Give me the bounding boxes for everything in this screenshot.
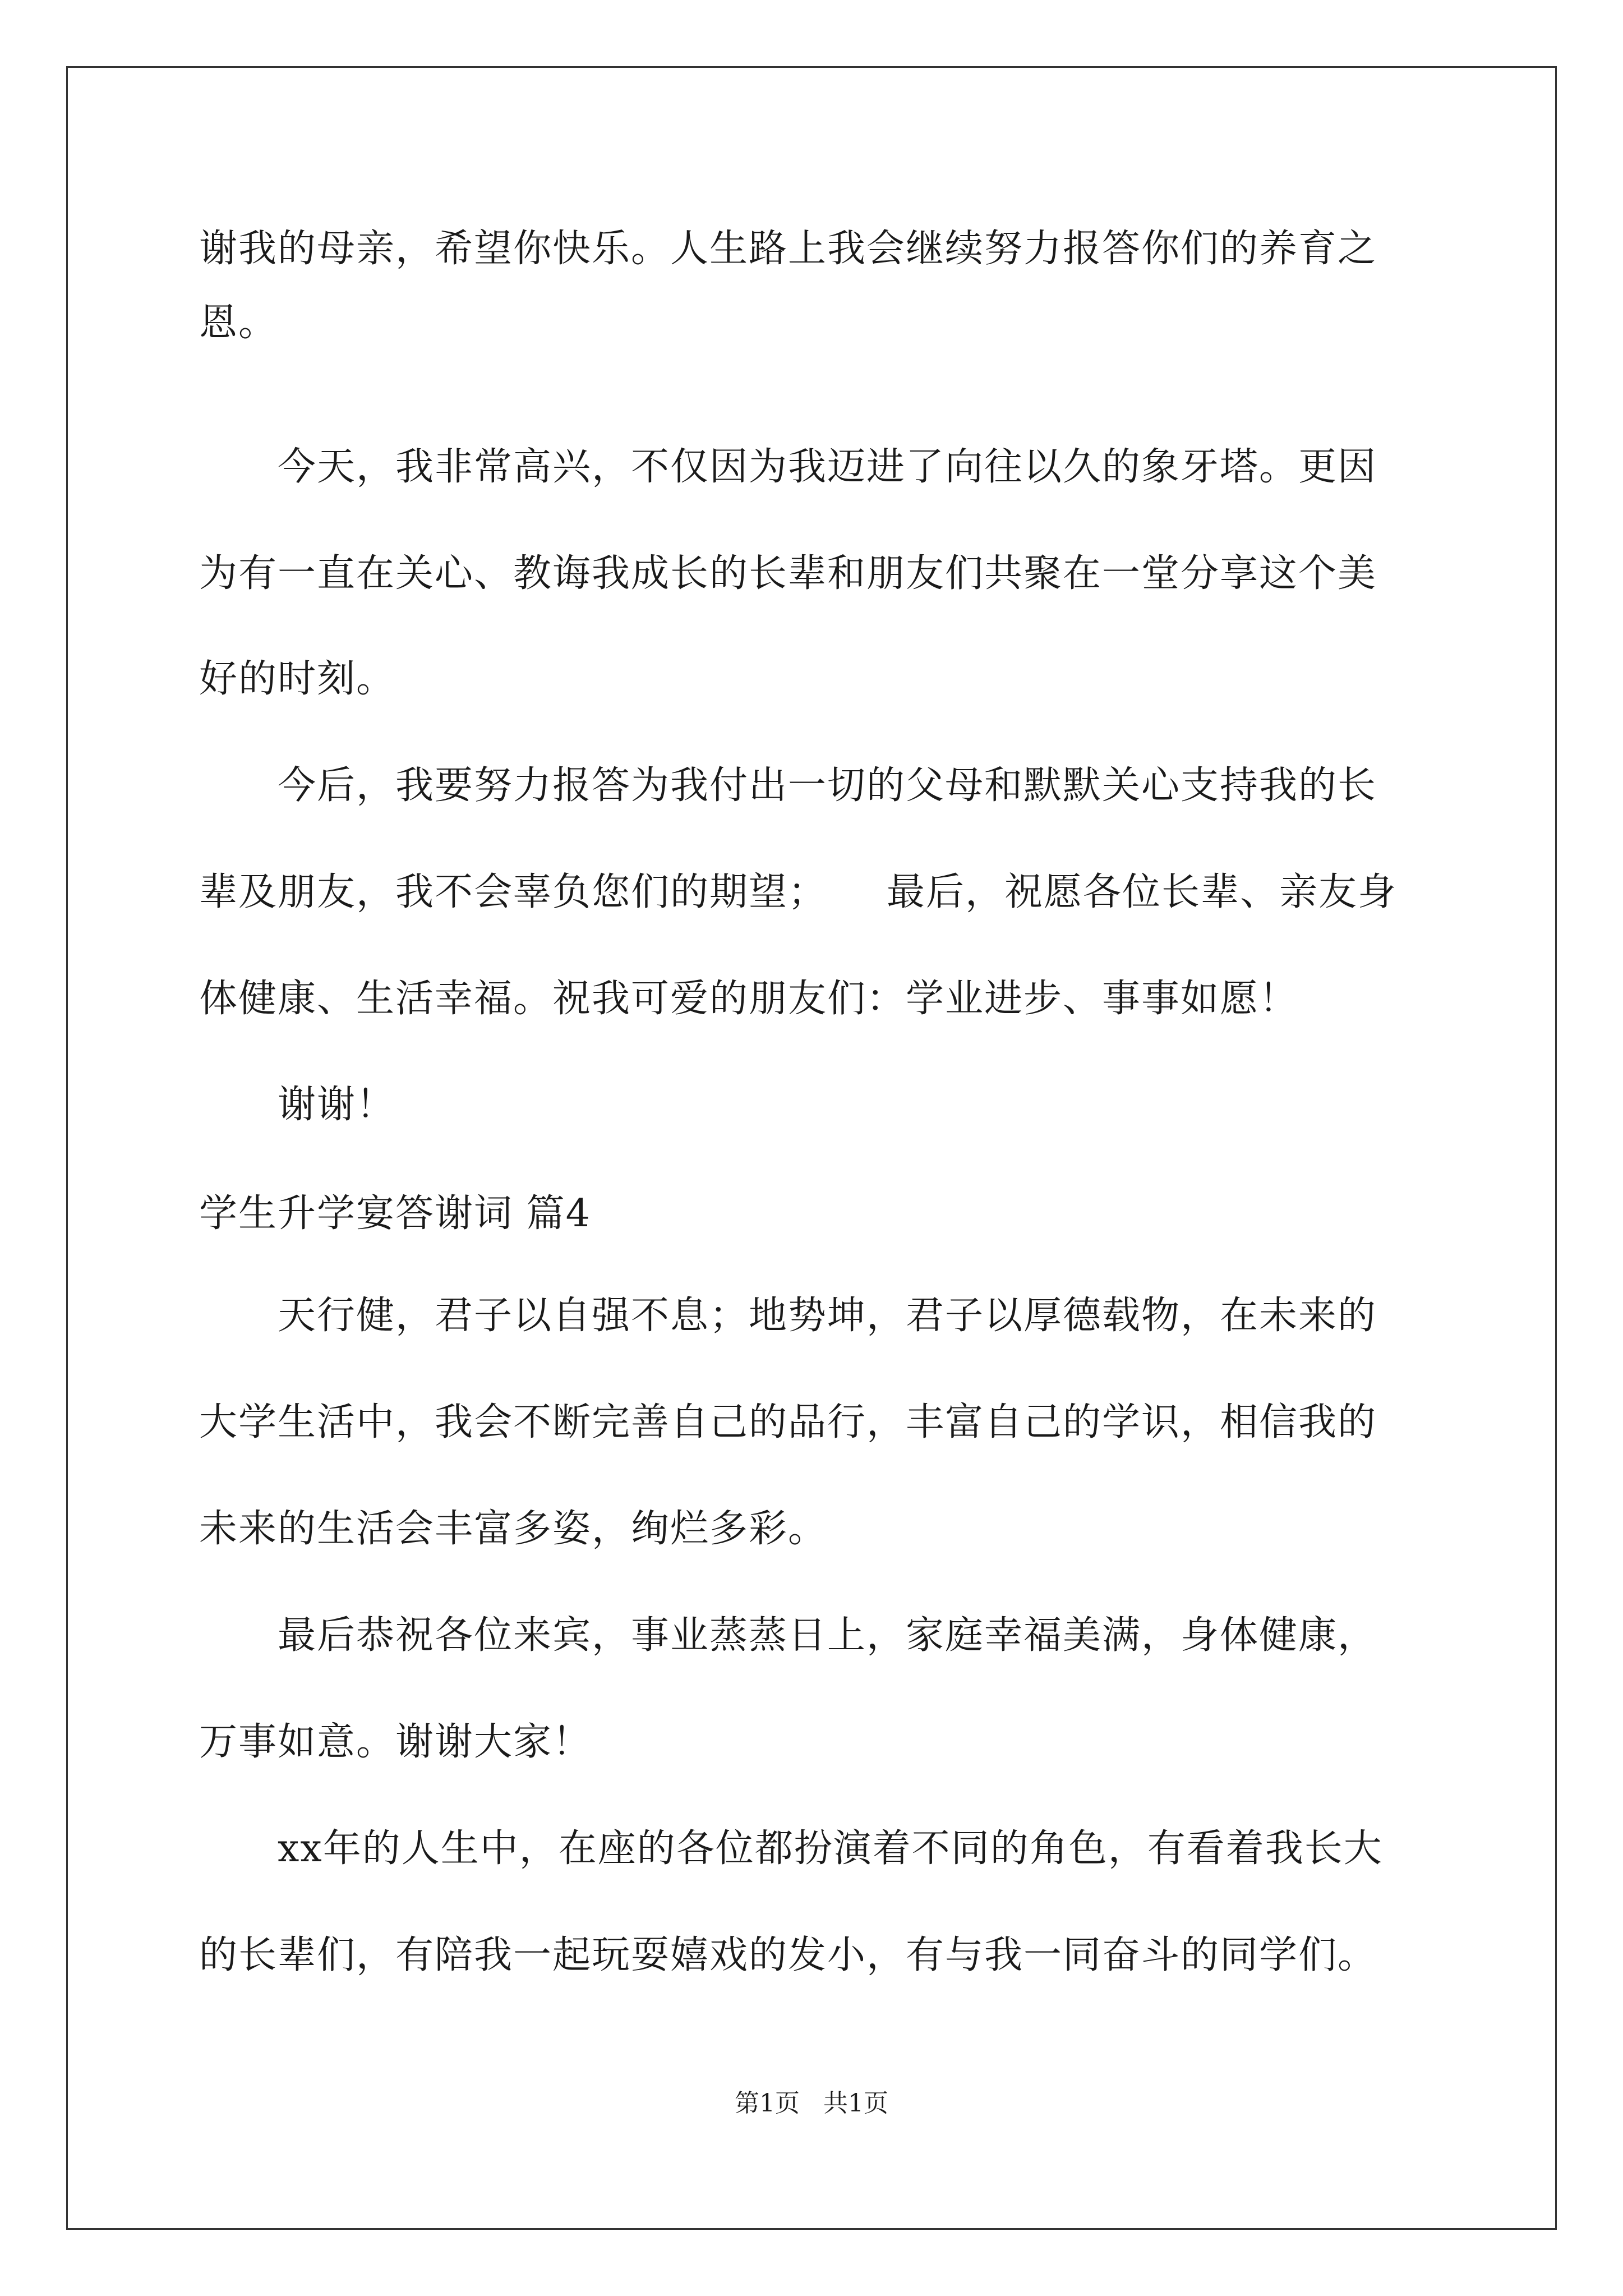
text-line: 的长辈们，有陪我一起玩耍嬉戏的发小，有与我一同奋斗的同学们。 xyxy=(199,1933,1377,1977)
page-border xyxy=(66,66,1557,2230)
text-line: 体健康、生活幸福。祝我可爱的朋友们：学业进步、事事如愿！ xyxy=(199,977,1299,1021)
text-line: 今后，我要努力报答为我付出一切的父母和默默关心支持我的长 xyxy=(199,763,1377,808)
text-line: 辈及朋友，我不会辜负您们的期望； 最后，祝愿各位长辈、亲友身 xyxy=(199,870,1398,914)
page-total: 共1页 xyxy=(823,2089,888,2118)
text-line: 未来的生活会丰富多姿，绚烂多彩。 xyxy=(199,1507,828,1551)
text-line: 好的时刻。 xyxy=(199,657,396,701)
text-line: 最后恭祝各位来宾，事业蒸蒸日上，家庭幸福美满，身体健康， xyxy=(199,1613,1377,1658)
page-number: 第1页 xyxy=(735,2089,800,2118)
text-line: 谢谢！ xyxy=(199,1083,396,1127)
text-line: 大学生活中，我会不断完善自己的品行，丰富自己的学识，相信我的 xyxy=(199,1400,1377,1444)
text-line: xx年的人生中，在座的各位都扮演着不同的角色，有看着我长大 xyxy=(199,1826,1383,1871)
text-line: 谢我的母亲，希望你快乐。人生路上我会继续努力报答你们的养育之 xyxy=(199,227,1377,271)
text-line: 天行健，君子以自强不息；地势坤，君子以厚德载物，在未来的 xyxy=(199,1294,1377,1338)
text-line: 为有一直在关心、教诲我成长的长辈和朋友们共聚在一堂分享这个美 xyxy=(199,551,1377,596)
section-heading: 学生升学宴答谢词 篇4 xyxy=(199,1191,591,1236)
text-line: 今天，我非常高兴，不仅因为我迈进了向往以久的象牙塔。更因 xyxy=(199,445,1377,489)
page-footer xyxy=(0,2088,1623,2119)
text-line: 恩。 xyxy=(199,301,278,345)
text-line: 万事如意。谢谢大家！ xyxy=(199,1720,592,1764)
